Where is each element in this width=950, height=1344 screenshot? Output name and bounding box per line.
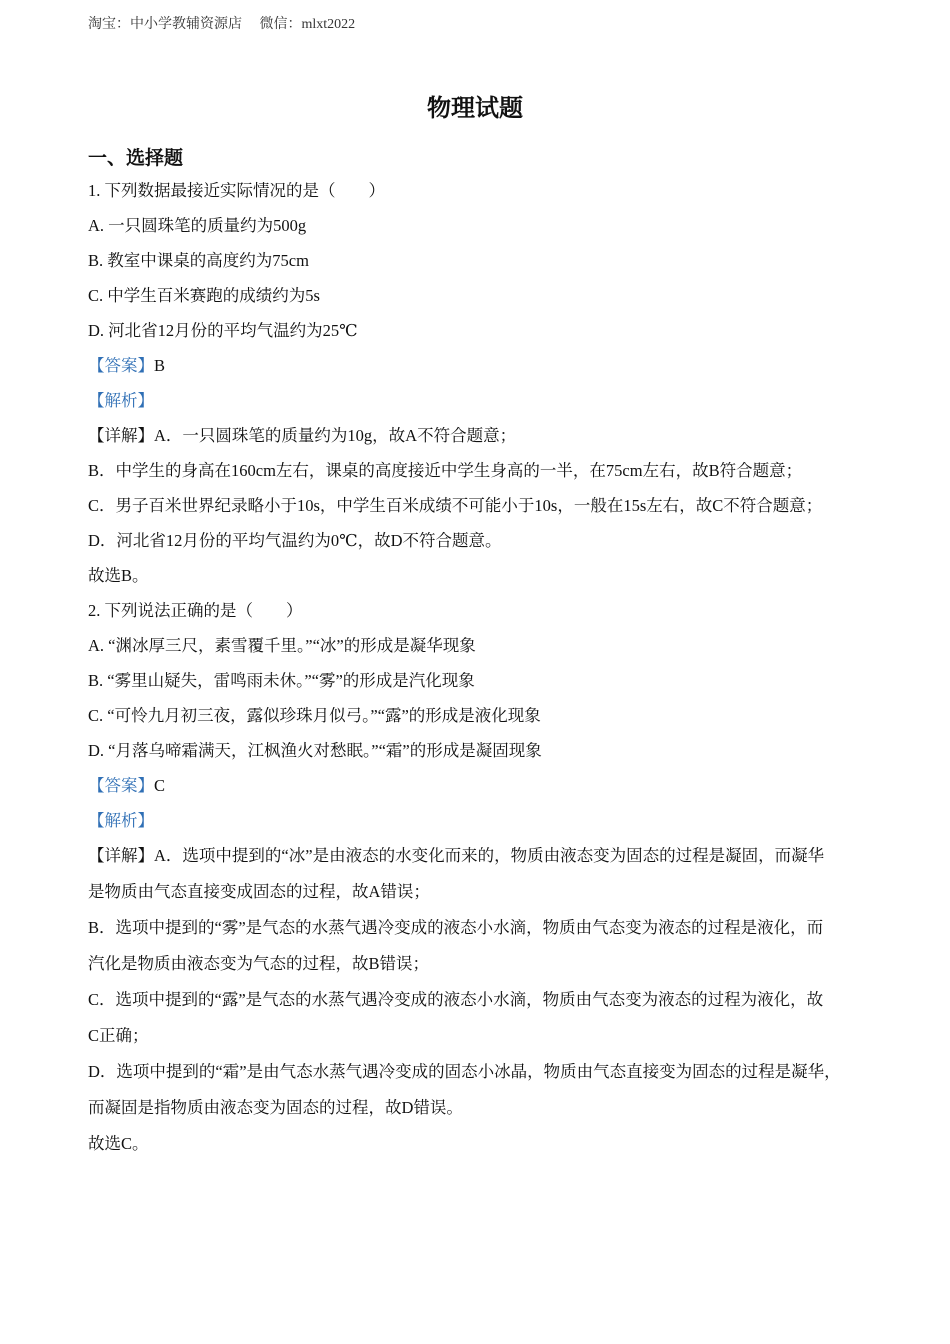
detail-tag: 【详解】 [88, 846, 154, 865]
q2-detail-line: D．选项中提到的“霜”是由气态水蒸气遇冷变成的固态小冰晶，物质由气态直接变为固态的过程是凝华， [88, 1062, 841, 1081]
q1-option-b: B. 教室中课桌的高度约为75cm [88, 251, 309, 270]
q1-detail-line [88, 418, 878, 453]
q2-analysis-tag: 【解析】 [88, 811, 154, 830]
q2-stem: 2. 下列说法正确的是（ ） [88, 601, 303, 620]
q2-detail-line: 是物质由气态直接变成固态的过程，故A错误； [88, 882, 430, 901]
q1-option-a: A. 一只圆珠笔的质量约为500g [88, 216, 307, 235]
q1-stem: 1. 下列数据最接近实际情况的是（ ） [88, 181, 385, 200]
q1-detail-line: D．河北省12月份的平均气温约为0℃，故D不符合题意。 [88, 531, 502, 550]
answer-value: C [154, 776, 166, 795]
q1-answer [88, 348, 878, 383]
detail-text: A．选项中提到的“冰”是由液态的水变化而来的，物质由液态变为固态的过程是凝固，而凝华 [154, 846, 825, 865]
q1-option-d: D. 河北省12月份的平均气温约为25℃ [88, 321, 358, 340]
q1-analysis-tag: 【解析】 [88, 391, 154, 410]
q2-detail-line [88, 838, 878, 874]
q1-conclusion: 故选B。 [88, 566, 149, 585]
q2-detail-line: 而凝固是指物质由液态变为固态的过程，故D错误。 [88, 1098, 463, 1117]
document-body [88, 173, 878, 1162]
q2-option-a: A. “渊冰厚三尺，素雪覆千里。”“冰”的形成是凝华现象 [88, 636, 476, 655]
q1-option-c: C. 中学生百米赛跑的成绩约为5s [88, 286, 320, 305]
q2-detail-line: B．选项中提到的“雾”是气态的水蒸气遇冷变成的液态小水滴，物质由气态变为液态的过程是液化，而 [88, 918, 824, 937]
q2-option-c: C. “可怜九月初三夜，露似珍珠月似弓。”“露”的形成是液化现象 [88, 706, 541, 725]
section-heading: 一、选择题 [88, 148, 184, 169]
q1-detail-line: C．男子百米世界纪录略小于10s，中学生百米成绩不可能小于10s，一般在15s左右，故C不符合题意； [88, 496, 823, 515]
q2-answer [88, 768, 878, 803]
q2-detail-line: C．选项中提到的“露”是气态的水蒸气遇冷变成的液态小水滴，物质由气态变为液态的过程为液化，故 [88, 990, 824, 1009]
detail-tag: 【详解】 [88, 426, 154, 445]
q1-detail-line: B．中学生的身高在160cm左右，课桌的高度接近中学生身高的一半，在75cm左右，故B符合题意； [88, 461, 803, 480]
q2-detail-line: C正确； [88, 1026, 149, 1045]
page-header [88, 13, 355, 33]
wechat-label: 微信：mlxt2022 [259, 17, 356, 32]
answer-value: B [154, 356, 166, 375]
q2-conclusion: 故选C。 [88, 1134, 149, 1153]
answer-tag: 【答案】 [88, 356, 154, 375]
answer-tag: 【答案】 [88, 776, 154, 795]
shop-label: 淘宝：中小学教辅资源店 [88, 17, 242, 32]
q2-detail-line: 汽化是物质由液态变为气态的过程，故B错误； [88, 954, 430, 973]
q2-option-b: B. “雾里山疑失，雷鸣雨未休。”“雾”的形成是汽化现象 [88, 671, 475, 690]
q2-option-d: D. “月落乌啼霜满天，江枫渔火对愁眠。”“霜”的形成是凝固现象 [88, 741, 542, 760]
page-title: 物理试题 [427, 96, 523, 122]
detail-text: A．一只圆珠笔的质量约为10g，故A不符合题意； [154, 426, 517, 445]
